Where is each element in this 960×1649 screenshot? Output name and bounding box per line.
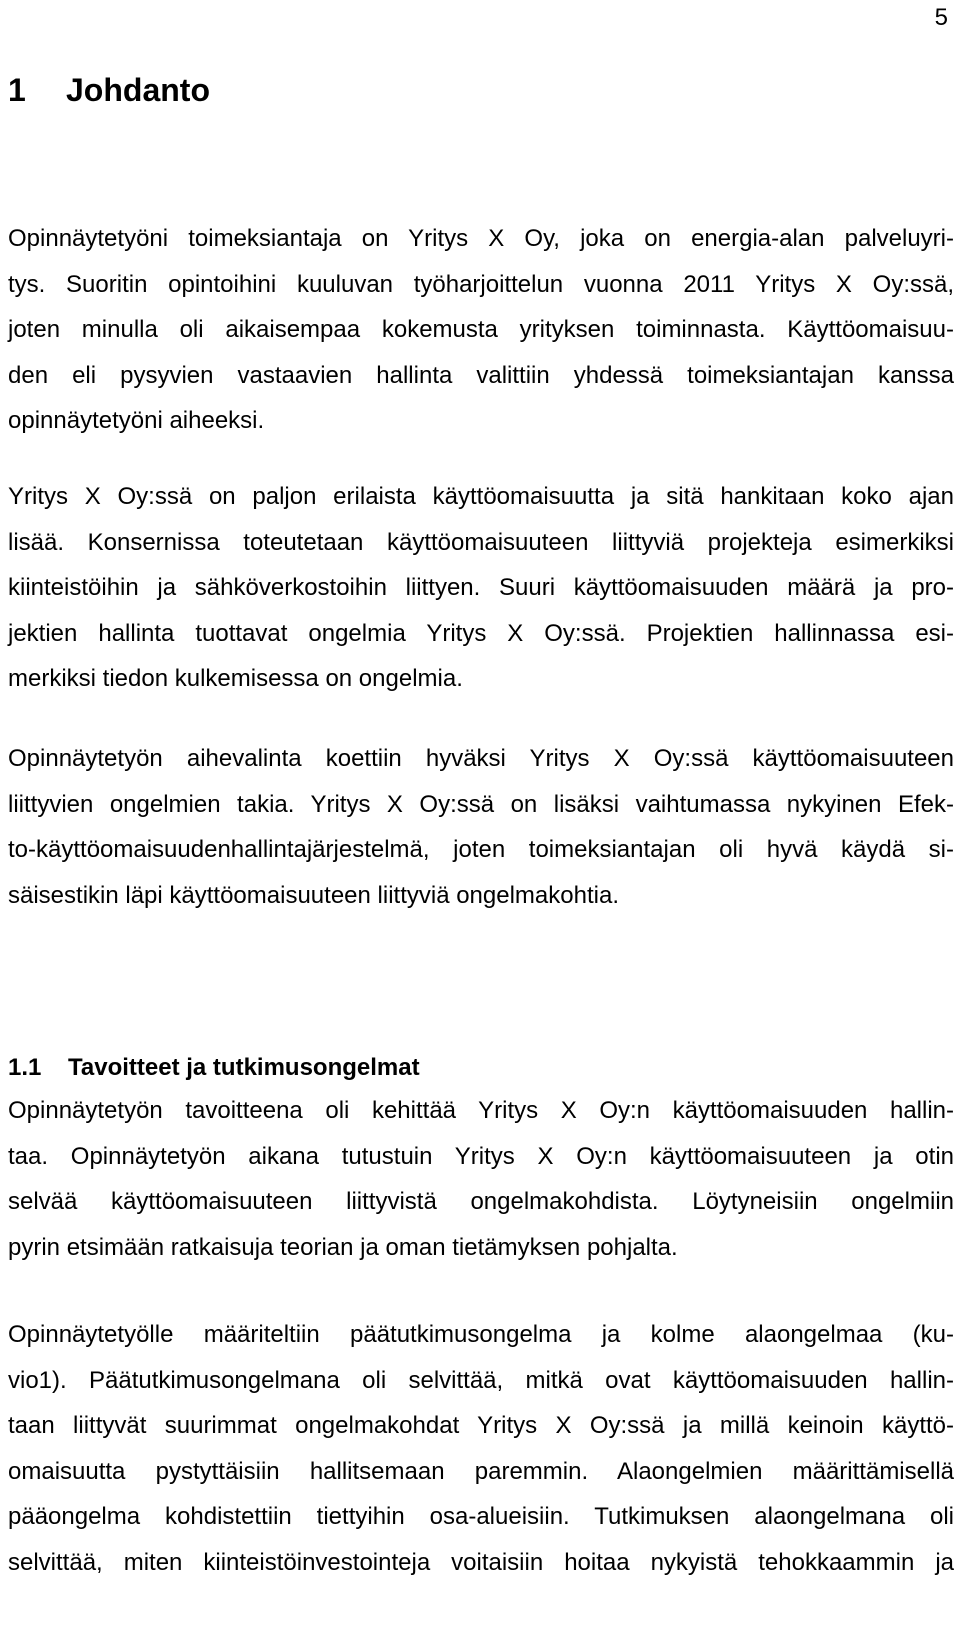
text-line: den eli pysyvien vastaavien hallinta valittiin yhdessä toimeksiantajan kanssa: [8, 361, 954, 389]
text-line: selvää käyttöomaisuuteen liittyvistä ongelmakohdista. Löytyneisiin ongelmiin: [8, 1188, 954, 1215]
paragraph-assets: [8, 474, 954, 702]
section-title: Tavoitteet ja tutkimusongelmat: [68, 1054, 420, 1081]
paragraph-topic: [8, 736, 954, 918]
text-line: omaisuutta pystyttäisiin hallitsemaan paremmin. Alaongelmien määrittämisellä: [8, 1457, 954, 1485]
text-line: pyrin etsimään ratkaisuja teorian ja oman tietämyksen pohjalta.: [8, 1233, 678, 1261]
text-line: vio1). Päätutkimusongelmana oli selvittää, mitkä ovat käyttöomaisuuden hallin-: [8, 1366, 954, 1394]
chapter-title: Johdanto: [66, 72, 210, 108]
text-line: selvittää, miten kiinteistöinvestointeja voitaisiin hoitaa nykyistä tehokkaammin ja: [8, 1548, 954, 1576]
text-line: Yritys X Oy:ssä on paljon erilaista käyttöomaisuutta ja sitä hankitaan koko ajan: [8, 483, 954, 510]
text-line: Opinnäytetyöni toimeksiantaja on Yritys X Oy, joka on energia-alan palveluyri-: [8, 225, 954, 252]
text-line: pääongelma kohdistettiin tiettyihin osa-alueisiin. Tutkimuksen alaongelmana oli: [8, 1503, 954, 1530]
text-line: säisestikin läpi käyttöomaisuuteen liittyviä ongelmakohtia.: [8, 881, 619, 909]
text-line: kiinteistöihin ja sähköverkostoihin liittyen. Suuri käyttöomaisuuden määrä ja pro-: [8, 574, 954, 601]
paragraph-goals: [8, 1088, 954, 1270]
text-line: opinnäytetyöni aiheeksi.: [8, 407, 265, 434]
section-heading: [8, 1054, 420, 1082]
chapter-number: 1: [8, 72, 26, 108]
text-line: to-käyttöomaisuudenhallintajärjestelmä, joten toimeksiantajan oli hyvä käydä si-: [8, 836, 954, 863]
text-line: joten minulla oli aikaisempaa kokemusta yrityksen toiminnasta. Käyttöomaisuu-: [8, 316, 954, 343]
text-line: tys. Suoritin opintoihini kuuluvan työharjoittelun vuonna 2011 Yritys X Oy:ssä,: [8, 270, 954, 298]
text-line: Opinnäytetyön aihevalinta koettiin hyväksi Yritys X Oy:ssä käyttöomaisuuteen: [8, 745, 954, 772]
text-line: Opinnäytetyölle määriteltiin päätutkimusongelma ja kolme alaongelmaa (ku-: [8, 1321, 954, 1348]
paragraph-research-problems: [8, 1312, 954, 1585]
text-line: liittyvien ongelmien takia. Yritys X Oy:ssä on lisäksi vaihtumassa nykyinen Efek-: [8, 790, 954, 818]
page-number: 5: [934, 4, 948, 31]
text-line: taan liittyvät suurimmat ongelmakohdat Yritys X Oy:ssä ja millä keinoin käyttö-: [8, 1412, 954, 1439]
text-line: merkiksi tiedon kulkemisessa on ongelmia.: [8, 665, 463, 692]
section-number: 1.1: [8, 1054, 42, 1081]
text-line: Opinnäytetyön tavoitteena oli kehittää Yritys X Oy:n käyttöomaisuuden hallin-: [8, 1097, 954, 1124]
text-line: jektien hallinta tuottavat ongelmia Yritys X Oy:ssä. Projektien hallinnassa esi-: [8, 619, 954, 647]
paragraph-intro: [8, 216, 954, 444]
chapter-heading: [8, 72, 210, 109]
text-line: taa. Opinnäytetyön aikana tutustuin Yritys X Oy:n käyttöomaisuuteen ja otin: [8, 1142, 954, 1170]
text-line: lisää. Konsernissa toteutetaan käyttöomaisuuteen liittyviä projekteja esimerkiksi: [8, 528, 954, 556]
